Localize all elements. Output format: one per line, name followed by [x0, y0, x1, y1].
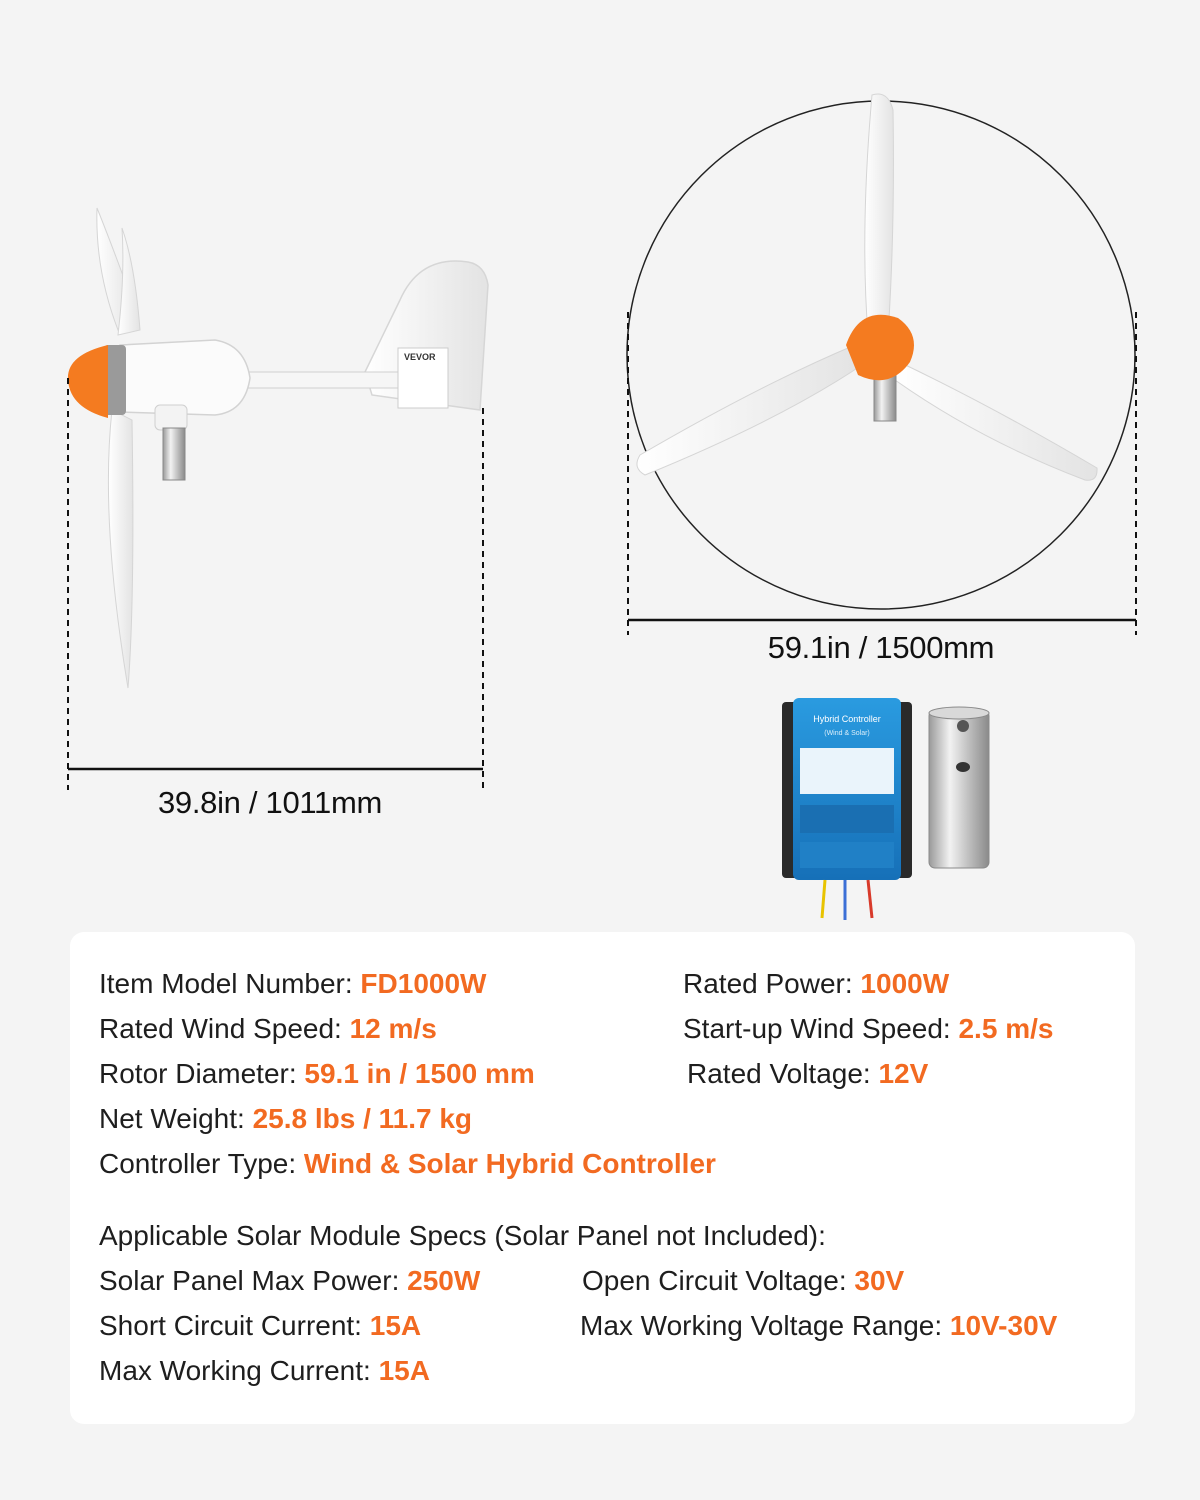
nacelle: [120, 340, 250, 415]
turbine-front-view: [627, 94, 1135, 609]
hub-cone-orange: [68, 345, 108, 418]
solar-max-power: Solar Panel Max Power: 250W: [99, 1265, 481, 1296]
solar-short-circuit-current: Short Circuit Current: 15A: [99, 1310, 422, 1341]
sleeve-hole-top: [957, 720, 969, 732]
solar-max-working-current: Max Working Current: 15A: [99, 1355, 430, 1386]
mounting-sleeve: [929, 707, 989, 868]
yaw-joint: [155, 405, 187, 430]
hybrid-controller: [782, 698, 912, 920]
spec-rated-voltage: Rated Voltage: 12V: [687, 1058, 929, 1089]
blade-lower: [108, 410, 132, 688]
blade-top: [865, 94, 894, 335]
solar-heading: Applicable Solar Module Specs (Solar Panel not Included):: [99, 1220, 826, 1251]
wire-3: [868, 880, 872, 918]
front-shaft: [874, 375, 896, 421]
sleeve-hole-mid: [956, 762, 970, 772]
spec-startup-wind-speed: Start-up Wind Speed: 2.5 m/s: [683, 1013, 1054, 1044]
turbine-side-view: [68, 208, 488, 688]
mount-shaft: [163, 428, 185, 480]
controller-status-panel: [800, 805, 894, 833]
solar-max-working-voltage: Max Working Voltage Range: 10V-30V: [580, 1310, 1058, 1341]
solar-open-circuit-voltage: Open Circuit Voltage: 30V: [582, 1265, 905, 1296]
spec-model: Item Model Number: FD1000W: [99, 968, 487, 999]
spec-card: [70, 932, 1135, 1424]
rotor-diameter-label: 59.1in / 1500mm: [767, 630, 995, 665]
brand-label: VEVOR: [404, 352, 436, 362]
controller-terminal-strip: [800, 842, 894, 868]
spec-controller-type: Controller Type: Wind & Solar Hybrid Controller: [99, 1148, 716, 1179]
side-width-label: 39.8in / 1011mm: [157, 785, 383, 820]
sleeve-body: [929, 710, 989, 868]
controller-subtitle: (Wind & Solar): [824, 730, 870, 737]
spec-rotor-diameter: Rotor Diameter: 59.1 in / 1500 mm: [99, 1058, 535, 1089]
controller-title: Hybrid Controller: [813, 714, 881, 724]
sleeve-top-rim: [929, 707, 989, 719]
spec-rated-power: Rated Power: 1000W: [683, 968, 950, 999]
spec-rated-wind-speed: Rated Wind Speed: 12 m/s: [99, 1013, 437, 1044]
blade-left: [637, 345, 862, 475]
blade-right: [895, 360, 1097, 480]
wire-1: [822, 880, 825, 918]
controller-spec-label: [800, 748, 894, 794]
spec-net-weight: Net Weight: 25.8 lbs / 11.7 kg: [99, 1103, 473, 1134]
